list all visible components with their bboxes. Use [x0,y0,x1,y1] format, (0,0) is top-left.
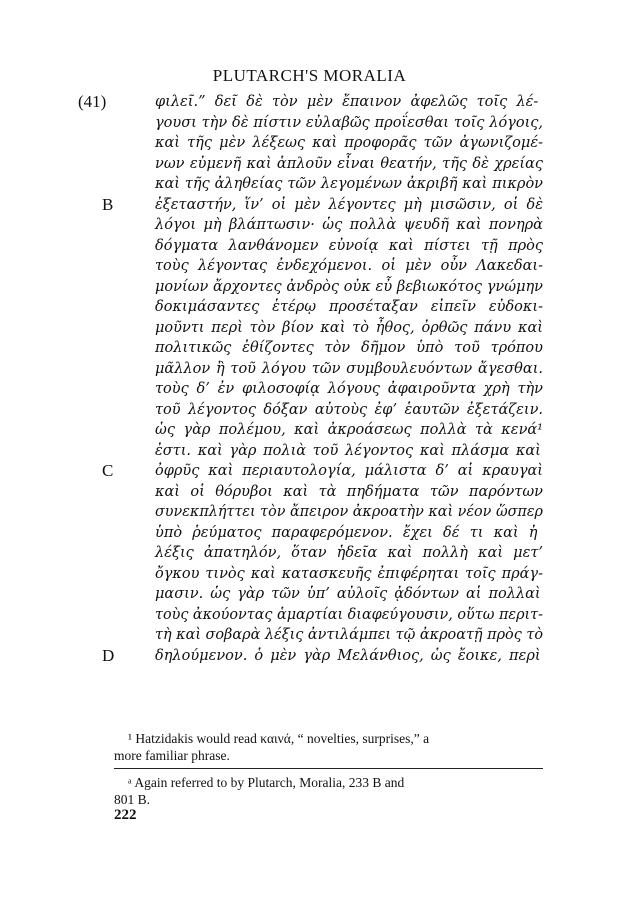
body-line-text: καὶ οἱ θόρυβοι καὶ τὰ πηδήματα τῶν παρόντων [155,483,543,500]
body-line-text: νων εὐμενῆ καὶ ἁπλοῦν εἶναι θεατήν, τῆς δὲ χρείας [155,155,543,172]
body-line-text: τοὺς δ’ ἐν φιλοσοφίᾳ λόγους ἀφαιροῦντα χρὴ τὴν [155,381,543,397]
footnote-2 [114,774,543,808]
body-line [155,564,543,585]
body-line-text: φιλεῖ.” δεῖ δὲ τὸν μὲν ἔπαινον ἀφελῶς τοῖς λέ- [155,94,539,110]
body-line [102,461,543,482]
body-line [155,482,543,503]
footnote-1-line-2: more familiar phrase. [114,748,230,763]
body-line [155,113,543,134]
running-header: PLUTARCH'S MORALIA [212,66,407,85]
body-line [155,277,543,298]
body-line-text: τοῦ λέγοντος δόξαν αὐτοὺς ἐφ’ ἑαυτῶν ἐξετάζειν. [155,401,544,418]
body-line-text: μασιν. ὡς γὰρ τῶν ὑπ’ αὐλοῖς ᾀδόντων αἱ πολλαὶ [155,586,541,602]
body-line [155,215,543,236]
body-line [155,236,543,257]
section-marker: D [102,645,115,665]
body-line [155,359,543,380]
body-line-text: πολιτικῶς ἐθίζοντες τὸν δῆμον ὑπὸ τοῦ τρόπου [155,340,543,356]
body-line-text: λέξις ἀπατηλόν, ὅταν ἡδεῖα καὶ πολλὴ καὶ μετ’ [155,545,543,561]
body-line-text: ἐξεταστήν, ἵν’ οἱ μὲν λέγοντες μὴ μισῶσιν, οἱ δὲ [155,196,543,213]
body-line [155,338,543,359]
body-line-text: λόγοι μὴ βλάπτωσιν· ὡς πολλὰ ψευδῆ καὶ πονηρὰ [155,217,543,233]
body-line [155,297,543,318]
body-line-text: ὀφρῦς καὶ περιαυτολογία, μάλιστα δ’ αἱ κραυγαὶ [155,463,543,479]
body-line [155,502,543,523]
body-line-text: δοκιμάσαντες ἑτέρῳ προσέταξαν εἰπεῖν εὐδοκι- [155,299,543,315]
footnote-divider [114,768,543,769]
body-line [155,400,543,421]
body-line-text: ὑπὸ ῥεύματος παραφερόμενον. ἔχει δέ τι καὶ ἡ [155,524,538,541]
body-line [78,92,543,113]
body-line-text: συνεκπλήττει τὸν ἄπειρον ἀκροατὴν καὶ νέον ὥσπερ [155,504,543,520]
body-line-text: δόγματα λανθάνομεν εὐνοίᾳ καὶ πίστει τῇ πρὸς [155,237,544,254]
body-line-text: τὴ καὶ σοβαρὰ λέξις ἀντιλάμπει τῷ ἀκροατῇ πρὸς τὸ [155,627,543,643]
body-line-text: ὄγκου τινὸς καὶ κατασκευῆς ἐπιφέρηται τοῖς πράγ- [155,565,543,582]
body-line [155,154,543,175]
body-line-text: τοὺς λέγοντας ἐνδεχόμενοι. οἱ μὲν οὖν Λακεδαι- [155,258,543,274]
body-line [155,605,543,626]
body-line [155,441,543,462]
body-line [155,543,543,564]
body-line-text: ἐστι. καὶ γὰρ πολιὰ τοῦ λέγοντος καὶ πλάσμα καὶ [155,442,541,459]
body-line-text: γουσι τὴν δὲ πίστιν εὐλαβῶς προΐεσθαι τοῖς λόγοις, [155,114,543,131]
body-line [155,420,543,441]
body-line [102,645,543,667]
section-marker: (41) [78,92,107,111]
body-line-text: μᾶλλον ἢ τοῦ λόγου τῶν συμβουλευόντων ἄγεσθαι. [155,360,543,377]
body-line [155,133,543,154]
footnote-2-line-2: 801 B. [114,792,151,807]
body-line [155,523,543,544]
section-marker: C [102,461,114,480]
body-line-text: καὶ τῆς ἀληθείας τῶν λεγομένων ἀκριβῆ καὶ πικρὸν [155,176,543,192]
body-line [155,174,543,195]
body-line [102,194,543,216]
body-line-text: δηλούμενον. ὁ μὲν γὰρ Μελάνθιος, ὡς ἔοικε, περὶ [155,647,541,664]
footnote-1 [114,730,543,764]
body-line-text: τοὺς ἀκούοντας ἁμαρτίαι διαφεύγουσιν, οὕτω περιτ- [155,606,543,623]
footnote-2-line-1: ᵃ Again referred to by Plutarch, Moralia, 233 B and [128,775,405,790]
greek-body-text [78,92,544,666]
page-number: 222 [114,807,137,823]
body-line [155,379,543,400]
body-line-text: μοῦντι περὶ τὸν βίον καὶ τὸ ἦθος, ὀρθῶς πάνυ καὶ [155,319,543,336]
footnote-1-line-1: ¹ Hatzidakis would read καινά, “ novelties, surprises,” a [128,731,430,746]
body-line-text: καὶ τῆς μὲν λέξεως καὶ προφορᾶς τῶν ἀγωνιζομέ- [155,135,543,151]
body-line [155,318,543,339]
body-line [155,625,543,646]
section-marker: B [102,194,114,214]
body-line [155,256,543,277]
body-line-text: μονίων ἄρχοντες ἀνδρὸς οὐκ εὖ βεβιωκότος γνώμην [155,278,543,295]
body-line [155,584,543,605]
body-line-text: ὡς γὰρ πολέμου, καὶ ἀκροάσεως πολλὰ τὰ κενά¹ [155,422,543,438]
